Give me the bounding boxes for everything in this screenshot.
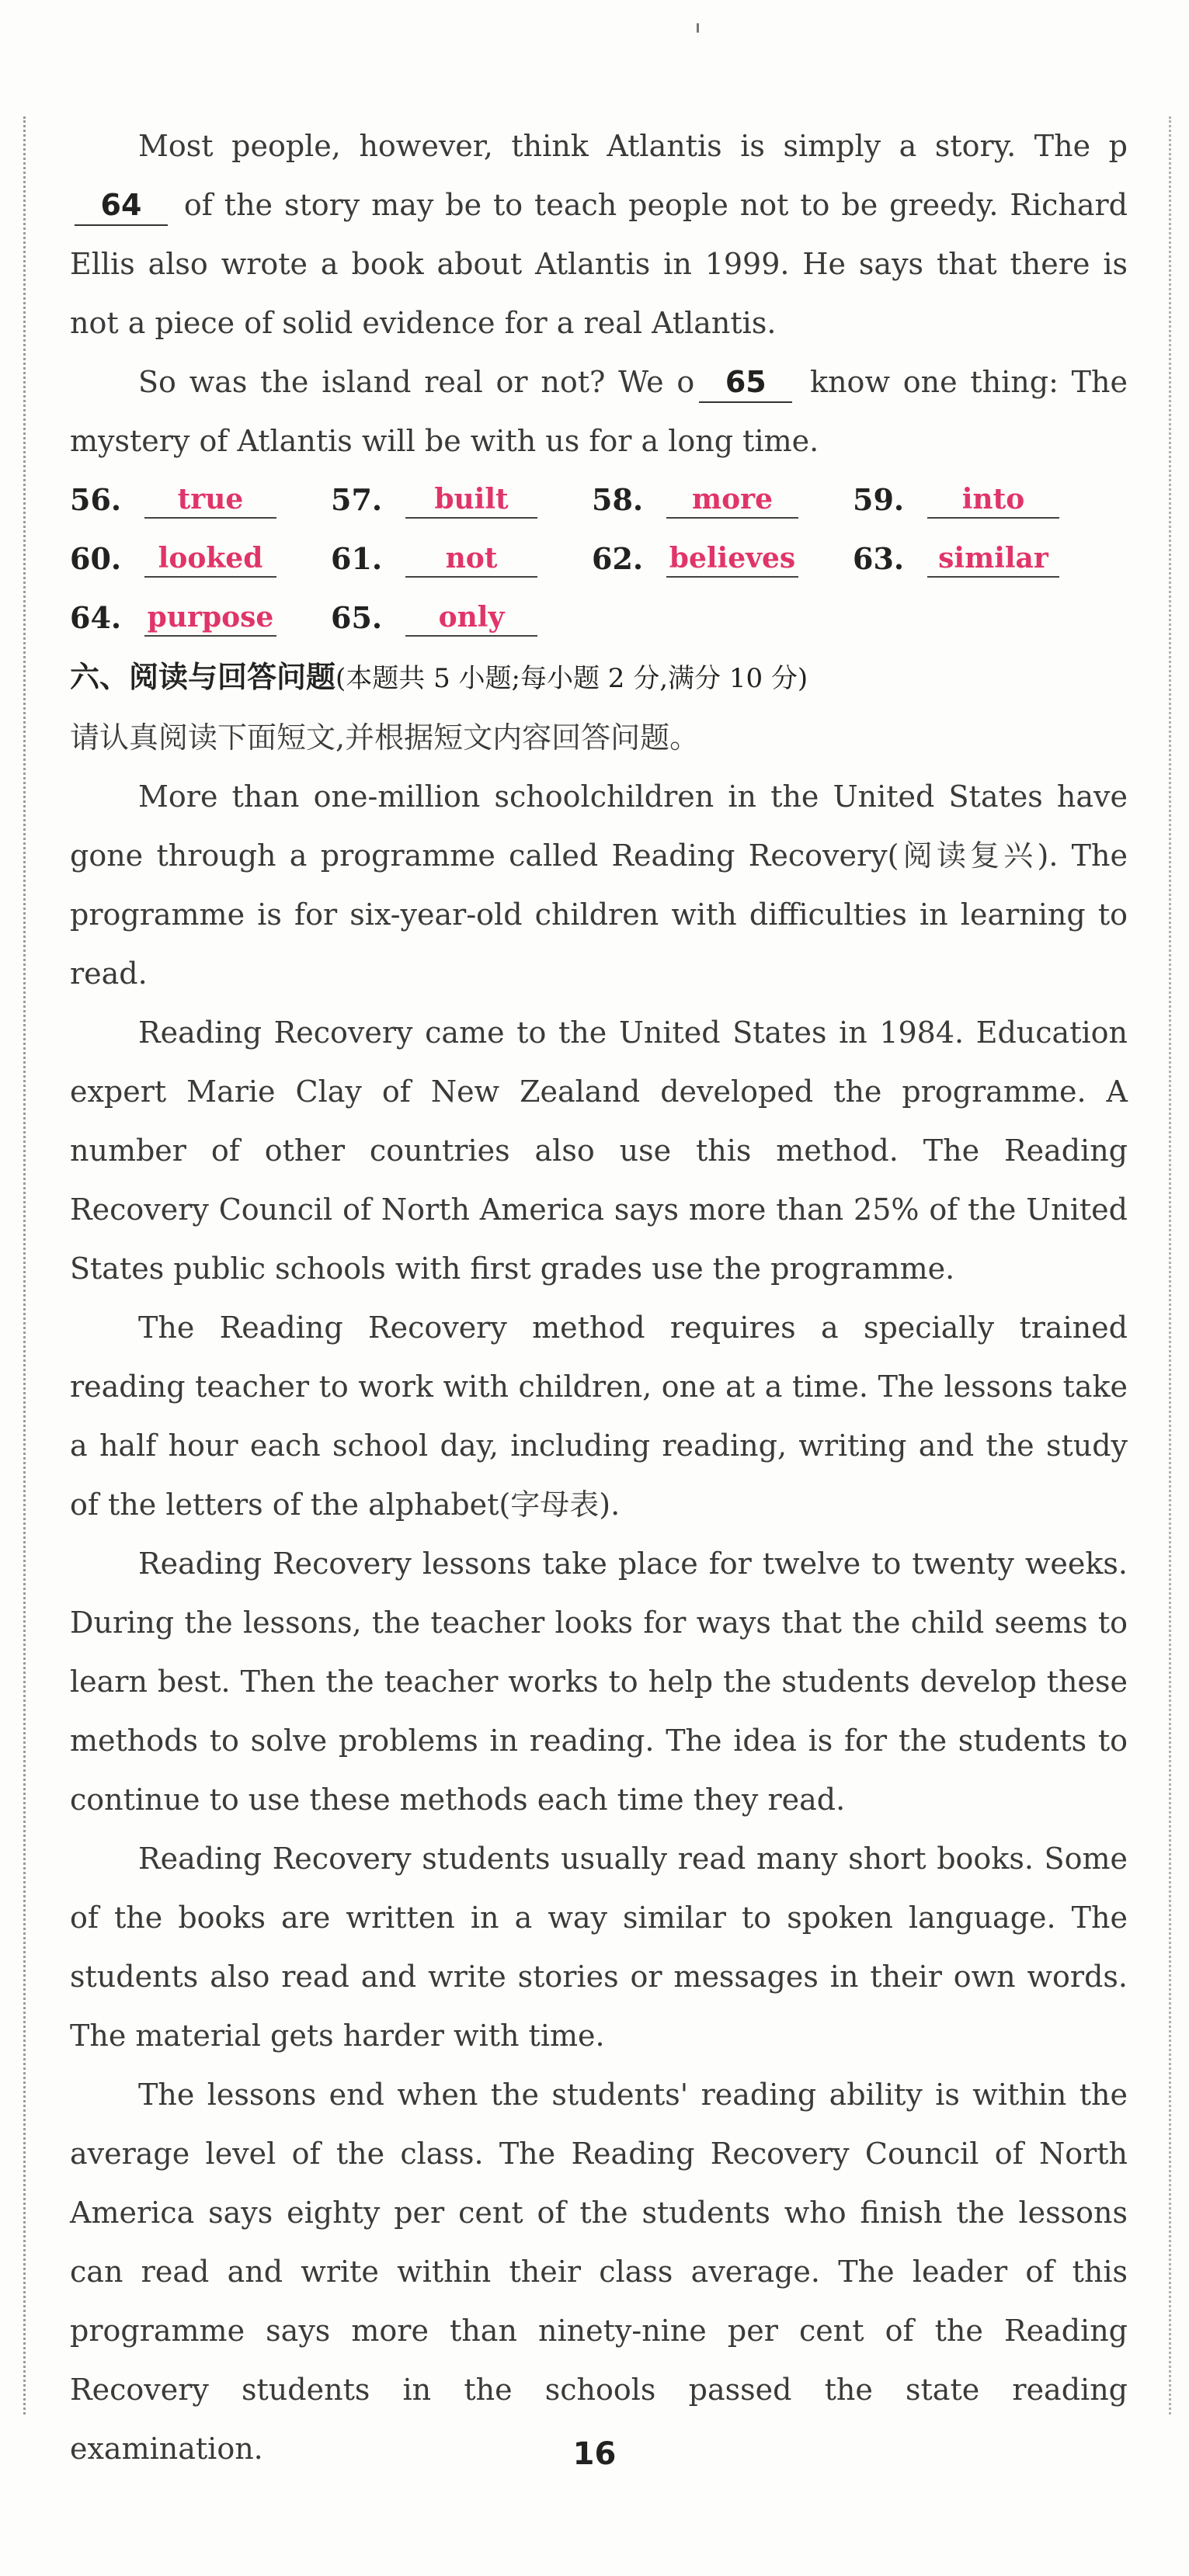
answer-number: 62. — [592, 541, 644, 576]
answer-number: 63. — [853, 541, 905, 576]
answer-item — [331, 470, 592, 529]
answer-item — [70, 470, 331, 529]
answer-item — [853, 529, 1114, 588]
answer-item — [70, 588, 331, 647]
answer-value: built — [405, 481, 537, 519]
answer-number: 58. — [592, 482, 644, 517]
answer-item — [592, 470, 853, 529]
answer-value: purpose — [144, 599, 276, 637]
top-mark — [697, 23, 699, 33]
paragraph-text: So was the island real or not? We o — [138, 365, 695, 399]
answer-item — [592, 529, 853, 588]
section-score-note: (本题共 5 小题;每小题 2 分,满分 10 分) — [335, 663, 808, 694]
section-heading — [70, 647, 1128, 708]
blank-64: 64 — [75, 186, 168, 226]
reading-paragraph: The Reading Recovery method requires a specially trained reading teacher to work with children, one at a time. The lessons take a half hour each school day, including reading, writing and the study of the letters of the alphabet(字母表). — [70, 1311, 1128, 1522]
answer-item — [853, 470, 1114, 529]
answer-value: into — [927, 481, 1059, 519]
page-content — [70, 116, 1128, 2478]
answer-number: 65. — [331, 600, 383, 635]
left-dotted-margin — [23, 116, 26, 2415]
answer-value: believes — [666, 540, 798, 578]
reading-paragraph: More than one-million schoolchildren in the United States have gone through a programme called Reading Recovery(阅读复兴). The programme is for six-year-old children with difficulties in learning to read. — [70, 779, 1128, 991]
page-number: 16 — [572, 2436, 617, 2472]
answer-number: 56. — [70, 482, 122, 517]
answer-value: more — [666, 481, 798, 519]
answer-value: only — [405, 599, 537, 637]
right-dotted-margin — [1169, 116, 1171, 2415]
passage-paragraph-65 — [70, 352, 1128, 470]
reading-paragraph: Reading Recovery students usually read many short books. Some of the books are written in a way similar to spoken language. The students also read and write stories or messages in their own words. The material gets harder with time. — [70, 1842, 1128, 2053]
answer-number: 61. — [331, 541, 383, 576]
reading-paragraph: The lessons end when the students' reading ability is within the average level of the class. The Reading Recovery Council of North America says eighty per cent of the students who finish the lessons can read and write within their class average. The leader of this programme says more than ninety-nine per cent of the Reading Recovery students in the schools passed the state reading examination. — [70, 2078, 1128, 2466]
answer-number: 60. — [70, 541, 122, 576]
answer-value: true — [144, 481, 276, 519]
answer-number: 64. — [70, 600, 122, 635]
answer-item — [331, 529, 592, 588]
reading-paragraph: Reading Recovery lessons take place for twelve to twenty weeks. During the lessons, the teacher looks for ways that the child seems to learn best. Then the teacher works to help the students develop these methods to solve problems in reading. The idea is for the students to continue to use these methods each time they read. — [70, 1547, 1128, 1817]
answer-number: 59. — [853, 482, 905, 517]
section-title: 六、阅读与回答问题 — [70, 659, 336, 694]
answer-value: not — [405, 540, 537, 578]
section-instruction: 请认真阅读下面短文,并根据短文内容回答问题。 — [70, 720, 700, 755]
answer-item — [70, 529, 331, 588]
passage-paragraph-64 — [70, 116, 1128, 352]
paragraph-text: know one thing: The mystery of Atlantis will be with us for a long time. — [70, 365, 1128, 458]
answer-value: looked — [144, 540, 276, 578]
answer-number: 57. — [331, 482, 383, 517]
answer-value: similar — [927, 540, 1059, 578]
blank-65: 65 — [699, 363, 792, 403]
paragraph-text: of the story may be to teach people not to be greedy. Richard Ellis also wrote a book about Atlantis in 1999. He says that there is not a piece of solid evidence for a real Atlantis. — [70, 188, 1128, 340]
paragraph-text: Most people, however, think Atlantis is simply a story. The p — [138, 129, 1128, 163]
answer-key — [70, 470, 1128, 647]
answer-item — [331, 588, 592, 647]
reading-paragraph: Reading Recovery came to the United States in 1984. Education expert Marie Clay of New Zealand developed the programme. A number of other countries also use this method. The Reading Recovery Council of North America says more than 25% of the United States public schools with first grades use the programme. — [70, 1015, 1128, 1286]
